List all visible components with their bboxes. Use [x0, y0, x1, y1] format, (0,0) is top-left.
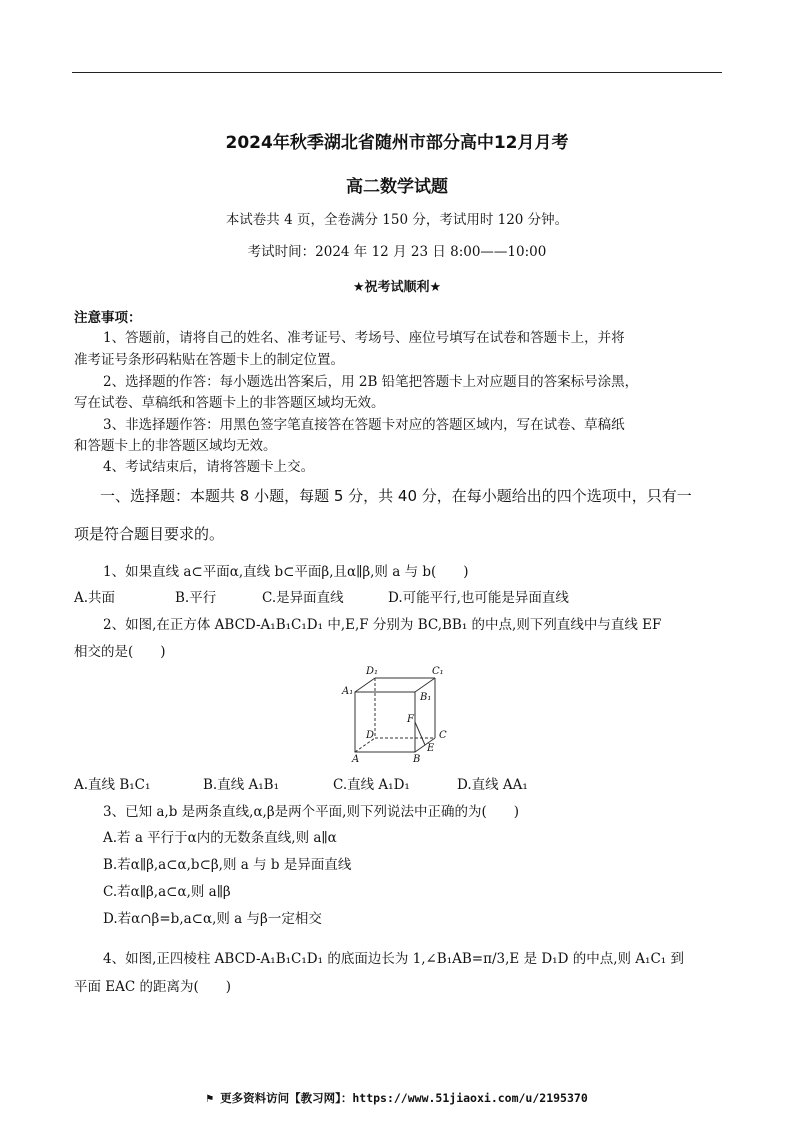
- label-e: E: [427, 743, 435, 754]
- q3-option-a: A.若 a 平行于α内的无数条直线,则 a∥α: [103, 830, 337, 846]
- flag-icon: ⚑: [206, 1091, 221, 1105]
- q3-option-c: C.若α∥β,a⊂α,则 a∥β: [103, 884, 231, 900]
- label-a: A: [352, 754, 360, 764]
- note-3: 3、非选择题作答：用黑色签字笔直接答在答题卡对应的答题区域内，写在试卷、草稿纸: [103, 417, 625, 433]
- note-3-cont: 和答题卡上的非答题区域均无效。: [74, 438, 277, 454]
- q2-option-d: D.直线 AA₁: [457, 777, 528, 793]
- q3-option-d: D.若α∩β=b,a⊂α,则 a 与β一定相交: [103, 911, 322, 927]
- q2-option-c: C.直线 A₁D₁: [333, 777, 410, 793]
- note-2-cont: 写在试卷、草稿纸和答题卡上的非答题区域均无效。: [74, 395, 385, 411]
- label-c: C: [439, 730, 447, 741]
- exam-info: 本试卷共 4 页，全卷满分 150 分，考试用时 120 分钟。: [225, 212, 569, 228]
- note-2: 2、选择题的作答：每小题选出答案后，用 2B 铅笔把答题卡上对应题目的答案标号涂黑，: [103, 374, 639, 390]
- footer-link[interactable]: [0, 1090, 794, 1106]
- segment-ef: [415, 722, 425, 745]
- notes-heading: 注意事项：: [74, 310, 142, 326]
- section-heading: 一、选择题：本题共 8 小题，每题 5 分，共 40 分，在每小题给出的四个选项中，只有一: [100, 487, 692, 505]
- q3-stem: 3、已知 a,b 是两条直线,α,β是两个平面,则下列说法中正确的为( ): [103, 804, 519, 820]
- cube-edge: [415, 678, 435, 692]
- note-4: 4、考试结束后，请将答题卡上交。: [103, 459, 315, 475]
- label-d1: D₁: [366, 666, 379, 677]
- cube-figure: [340, 660, 460, 764]
- q2-stem-cont: 相交的是( ): [74, 644, 166, 660]
- q2-option-b: B.直线 A₁B₁: [203, 777, 279, 793]
- exam-title: 2024年秋季湖北省随州市部分高中12月月考: [225, 133, 569, 153]
- exam-subtitle: 高二数学试题: [346, 177, 448, 197]
- q1-option-b: B.平行: [175, 590, 217, 606]
- label-b: B: [413, 754, 421, 764]
- label-b1: B₁: [420, 692, 432, 703]
- cube-front-face: [355, 692, 415, 752]
- q1-stem: 1、如果直线 a⊂平面α,直线 b⊂平面β,且α∥β,则 a 与 b( ): [103, 564, 469, 580]
- q2-option-a: A.直线 B₁C₁: [74, 777, 151, 793]
- q1-option-a: A.共面: [74, 590, 116, 606]
- exam-time: 考试时间：2024 年 12 月 23 日 8:00——10:00: [247, 244, 547, 260]
- q1-option-c: C.是异面直线: [262, 590, 344, 606]
- label-a1: A₁: [342, 686, 354, 697]
- footer-text: 更多资料访问【教习网】：https://www.51jiaoxi.com/u/2195370: [220, 1091, 588, 1105]
- q4-stem-cont: 平面 EAC 的距离为( ): [74, 979, 232, 995]
- note-1: 1、答题前，请将自己的姓名、准考证号、考场号、座位号填写在试卷和答题卡上，并将: [103, 330, 625, 346]
- q3-option-b: B.若α∥β,a⊂α,b⊂β,则 a 与 b 是异面直线: [103, 857, 352, 873]
- label-c1: C₁: [432, 666, 444, 677]
- header-rule: [72, 72, 722, 73]
- section-heading-cont: 项是符合题目要求的。: [74, 525, 225, 543]
- label-f: F: [407, 714, 414, 725]
- q1-option-d: D.可能平行,也可能是异面直线: [388, 590, 569, 606]
- good-luck: ★祝考试顺利★: [352, 280, 442, 295]
- q4-stem: 4、如图,正四棱柱 ABCD-A₁B₁C₁D₁ 的底面边长为 1,∠B₁AB=π/3,E 是 D₁D 的中点,则 A₁C₁ 到: [103, 951, 684, 967]
- label-d: D: [366, 730, 375, 741]
- note-1-cont: 准考证号条形码粘贴在答题卡上的制定位置。: [74, 352, 344, 368]
- cube-edge: [355, 678, 375, 692]
- q2-stem: 2、如图,在正方体 ABCD-A₁B₁C₁D₁ 中,E,F 分别为 BC,BB₁ 的中点,则下列直线中与直线 EF: [103, 617, 662, 633]
